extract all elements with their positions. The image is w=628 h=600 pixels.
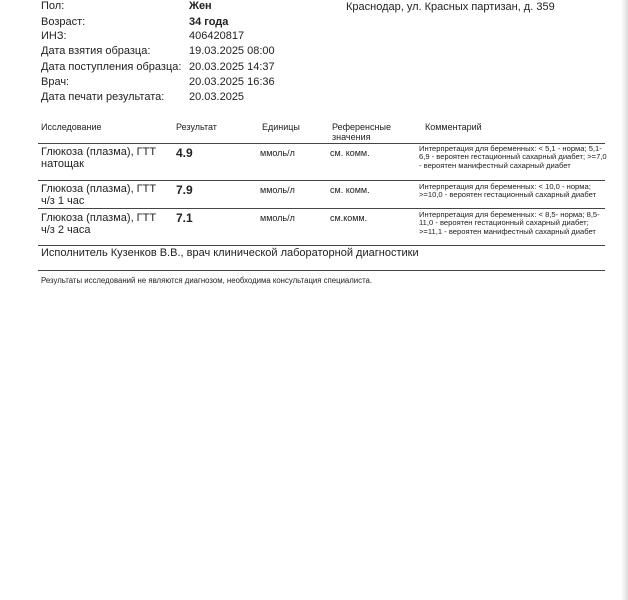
row-test-name-line2: ч/з 1 час xyxy=(41,195,85,207)
age-label: Возраст: xyxy=(41,16,86,28)
footer-divider xyxy=(38,270,605,271)
sample-taken-label: Дата взятия образца: xyxy=(41,45,151,57)
print-date-label: Дата печати результата: xyxy=(41,91,165,103)
row-test-name xyxy=(41,183,171,207)
sample-taken-value: 19.03.2025 08:00 xyxy=(189,45,275,57)
sex-value: Жен xyxy=(189,0,212,12)
age-value: 34 года xyxy=(189,16,229,28)
row-units: ммоль/л xyxy=(260,185,295,195)
row-comment: Интерпретация для беременных: < 5,1 - норма; 5,1-6,9 - вероятен гестационный сахарный диабет; >=7,0 - вероятен манифестный сахарный диабет xyxy=(419,144,607,170)
row-units: ммоль/л xyxy=(260,148,295,158)
header-test: Исследование xyxy=(41,122,102,132)
inz-label: ИНЗ: xyxy=(41,30,67,42)
row-test-name xyxy=(41,146,171,170)
row-test-name-line1: Глюкоза (плазма), ГТТ xyxy=(41,146,157,158)
row-test-name-line1: Глюкоза (плазма), ГТТ xyxy=(41,183,157,195)
row-reference: см. комм. xyxy=(330,185,370,195)
sample-received-label: Дата поступления образца: xyxy=(41,61,182,73)
header-reference xyxy=(332,122,391,142)
row-result: 4.9 xyxy=(176,146,193,160)
row-result: 7.1 xyxy=(176,211,193,225)
row-test-name-line2: ч/з 2 часа xyxy=(41,224,91,236)
row-reference: см. комм. xyxy=(330,148,370,158)
header-result: Результат xyxy=(176,122,217,132)
row-test-name-line2: натощак xyxy=(41,158,84,170)
row-reference: см.комм. xyxy=(330,213,368,223)
doctor-label: Врач: xyxy=(41,76,70,88)
page-edge-shadow xyxy=(621,0,628,600)
row-test-name xyxy=(41,212,171,236)
disclaimer: Результаты исследований не являются диагнозом, необходима консультация специалиста. xyxy=(41,276,373,285)
doctor-value: 20.03.2025 16:36 xyxy=(189,76,275,88)
row-units: ммоль/л xyxy=(260,213,295,223)
lab-address: Краснодар, ул. Красных партизан, д. 359 xyxy=(346,1,555,13)
inz-value: 406420817 xyxy=(189,30,245,42)
sample-received-value: 20.03.2025 14:37 xyxy=(189,61,275,73)
row-comment: Интерпретация для беременных: < 8,5- норма; 8,5-11,0 - вероятен гестационный сахарный диабет; >=11,1 - вероятен манифестный сахарный диабет xyxy=(419,210,600,236)
header-reference-line2: значения xyxy=(332,132,371,142)
table-divider xyxy=(38,208,605,209)
sex-label: Пол: xyxy=(41,0,65,12)
row-comment: Интерпретация для беременных: < 10,0 - норма; >=10,0 - вероятен гестационный сахарный диабет xyxy=(419,182,597,200)
table-divider xyxy=(38,180,605,181)
table-divider xyxy=(38,245,605,246)
header-units: Единицы xyxy=(262,122,300,132)
header-comment: Комментарий xyxy=(425,122,482,132)
header-reference-line1: Референсные xyxy=(332,122,391,132)
row-test-name-line1: Глюкоза (плазма), ГТТ xyxy=(41,212,157,224)
print-date-value: 20.03.2025 xyxy=(189,91,245,103)
performer: Исполнитель Кузенков В.В., врач клинической лабораторной диагностики xyxy=(41,247,419,259)
row-result: 7.9 xyxy=(176,183,193,197)
